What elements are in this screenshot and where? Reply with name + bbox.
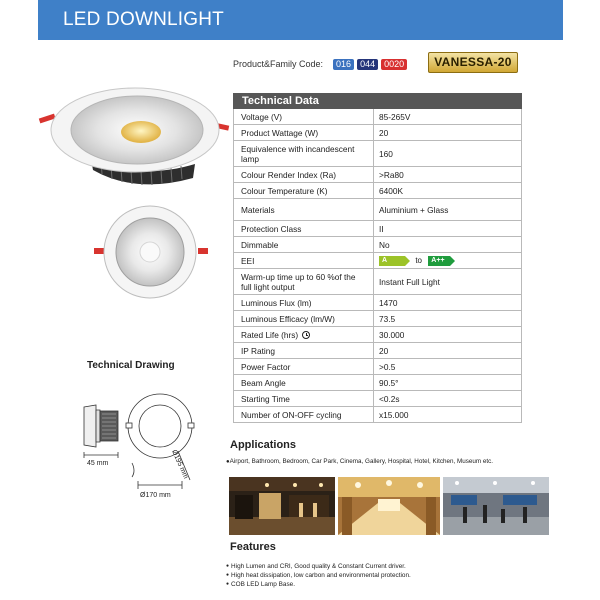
spec-value: 73.5	[374, 311, 522, 327]
features-title: Features	[230, 541, 276, 553]
application-photo-3	[443, 477, 549, 535]
table-row	[234, 237, 522, 253]
technical-data-table	[233, 93, 522, 423]
table-row	[234, 109, 522, 125]
spec-key: Colour Render Index (Ra)	[234, 167, 374, 183]
spec-value: <0.2s	[374, 391, 522, 407]
side-profile	[84, 405, 118, 458]
header-band	[38, 0, 563, 40]
bullet-icon: ●	[226, 459, 230, 465]
product-code-label: Product&Family Code:	[233, 59, 324, 69]
technical-drawing	[70, 385, 230, 503]
spec-value: 20	[374, 125, 522, 141]
cob-chip	[140, 242, 160, 262]
spec-value: 20	[374, 343, 522, 359]
spec-value: 85-265V	[374, 109, 522, 125]
eei-value	[374, 253, 522, 269]
spec-key: Voltage (V)	[234, 109, 374, 125]
product-code-row	[233, 57, 407, 71]
spec-value: No	[374, 237, 522, 253]
product-code-chip: 016	[333, 59, 354, 70]
spec-value: 160	[374, 141, 522, 167]
spec-key: Number of ON-OFF cycling	[234, 407, 374, 423]
table-row	[234, 327, 522, 343]
technical-drawing-title: Technical Drawing	[87, 360, 175, 371]
spec-key: Colour Temperature (K)	[234, 183, 374, 199]
applications-title: Applications	[230, 439, 297, 451]
spec-value: >0.5	[374, 359, 522, 375]
spec-value: 6400K	[374, 183, 522, 199]
spec-value: 90.5°	[374, 375, 522, 391]
features-list	[226, 562, 411, 589]
downlight-front-image	[92, 205, 212, 305]
spec-value: Aluminium + Glass	[374, 199, 522, 221]
spec-value: x15.000	[374, 407, 522, 423]
feature-item: ● COB LED Lamp Base.	[226, 580, 411, 589]
table-row	[234, 391, 522, 407]
spec-value: >Ra80	[374, 167, 522, 183]
page-title: LED DOWNLIGHT	[63, 9, 224, 30]
spec-value: Instant Full Light	[374, 269, 522, 295]
applications-text-line	[226, 458, 493, 465]
table-row	[234, 221, 522, 237]
eei-class-a-arrow: A	[379, 256, 405, 266]
applications-text: Airport, Bathroom, Bedroom, Car Park, Cinema, Gallery, Hospital, Hotel, Kitchen, Museum etc.	[229, 458, 494, 465]
cob-chip	[121, 121, 161, 143]
spring-clip-right	[198, 248, 208, 254]
table-row	[234, 125, 522, 141]
table-row	[234, 375, 522, 391]
table-row	[234, 359, 522, 375]
application-photo-2	[338, 477, 440, 535]
spec-key: Beam Angle	[234, 375, 374, 391]
table-row	[234, 295, 522, 311]
spec-key: Luminous Efficacy (lm/W)	[234, 311, 374, 327]
table-row	[234, 167, 522, 183]
dimension-outer-label: Ø195 mm	[170, 448, 190, 480]
spec-value: 1470	[374, 295, 522, 311]
spec-key: Equivalence with incandescent lamp	[234, 141, 374, 167]
clock-icon	[302, 331, 310, 339]
table-row	[234, 269, 522, 295]
dimension-cutout-label: Ø170 mm	[140, 492, 171, 499]
spec-key: Materials	[234, 199, 374, 221]
table-row	[234, 311, 522, 327]
feature-item: ● High Lumen and CRI, Good quality & Constant Current driver.	[226, 562, 411, 571]
spec-key-cell	[234, 327, 374, 343]
spec-key: Luminous Flux (lm)	[234, 295, 374, 311]
technical-data-title: Technical Data	[234, 94, 522, 109]
spec-key: Warm-up time up to 60 %of the full light output	[234, 269, 374, 295]
eei-to-label: to	[415, 256, 422, 266]
spec-key: Protection Class	[234, 221, 374, 237]
family-code-chip: 044	[357, 59, 378, 70]
table-row	[234, 407, 522, 423]
application-photo-1	[229, 477, 335, 535]
spec-key: Rated Life (hrs)	[241, 329, 299, 340]
spec-key: IP Rating	[234, 343, 374, 359]
spring-clip-left	[94, 248, 104, 254]
table-row	[234, 199, 522, 221]
spec-key: Dimmable	[234, 237, 374, 253]
spec-value: II	[374, 221, 522, 237]
table-row	[234, 343, 522, 359]
spec-key: Power Factor	[234, 359, 374, 375]
table-row	[234, 141, 522, 167]
spec-key: Product Wattage (W)	[234, 125, 374, 141]
model-badge: VANESSA-20	[428, 52, 518, 73]
dimension-depth-label: 45 mm	[87, 460, 109, 467]
spec-value: 30.000	[374, 327, 522, 343]
downlight-angled-image	[35, 82, 235, 192]
table-row	[234, 183, 522, 199]
feature-item: ● High heat dissipation, low carbon and environmental protection.	[226, 571, 411, 580]
spec-key: Starting Time	[234, 391, 374, 407]
table-row	[234, 253, 522, 269]
spec-key: EEI	[234, 253, 374, 269]
variant-code-chip: 0020	[381, 59, 407, 70]
eei-class-app-arrow: A++	[428, 256, 450, 266]
